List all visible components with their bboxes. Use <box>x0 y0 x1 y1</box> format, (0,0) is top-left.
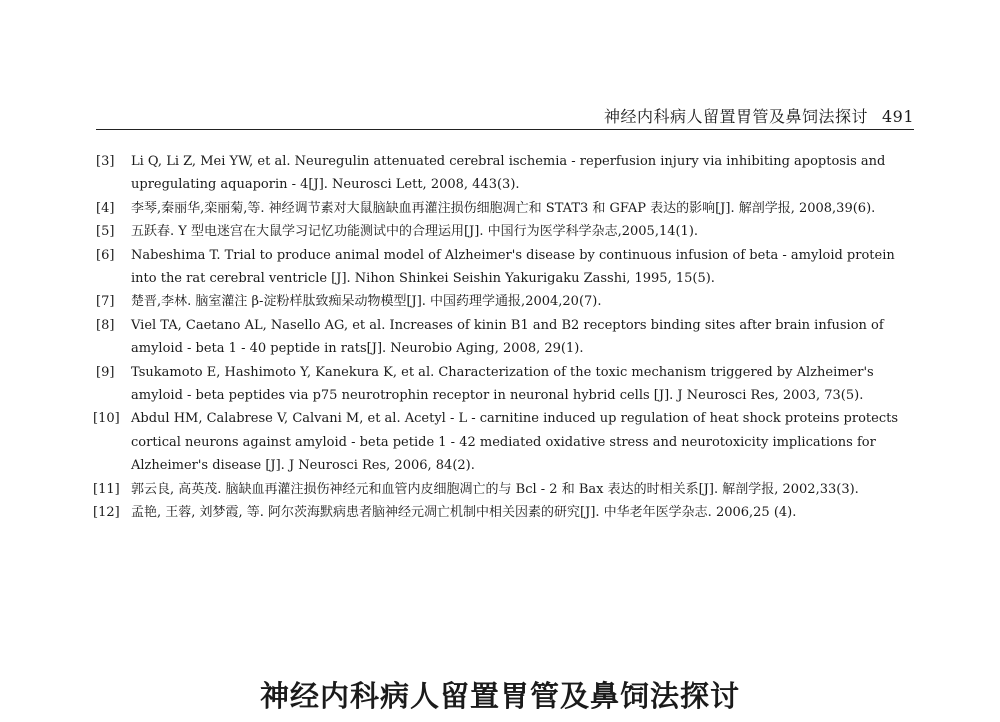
reference-number: [11] <box>93 481 120 497</box>
reference-item <box>96 197 918 220</box>
reference-item <box>93 478 918 501</box>
page-number: 491 <box>881 107 914 126</box>
reference-text: 楚晋,李林. 脑室灌注 β-淀粉样肽致痴呆动物模型[J]. 中国药理学通报,2004,20(7). <box>131 294 602 310</box>
header-rule <box>96 129 914 130</box>
reference-number: [5] <box>96 224 115 240</box>
article-title: 神经内科病人留置胃管及鼻饲法探讨 <box>259 679 740 713</box>
reference-number: [7] <box>96 294 115 310</box>
reference-item <box>93 407 918 477</box>
reference-item <box>93 501 918 524</box>
reference-item <box>96 244 918 291</box>
reference-text: 郭云良, 高英茂. 脑缺血再灌注损伤神经元和血管内皮细胞凋亡的与 Bcl - 2 和 Bax 表达的时相关系[J]. 解剖学报, 2002,33(3). <box>131 481 859 497</box>
reference-item <box>96 220 918 243</box>
reference-item <box>96 314 918 361</box>
running-title: 神经内科病人留置胃管及鼻饲法探讨 <box>603 107 868 126</box>
reference-number: [6] <box>96 247 115 263</box>
reference-item <box>96 150 918 197</box>
reference-text: Li Q, Li Z, Mei YW, et al. Neuregulin attenuated cerebral ischemia - reperfusion injury via inhibiting apoptosis and upregulating aquaporin - 4[J]. Neurosci Lett, 2008, 443(3). <box>131 154 886 193</box>
reference-number: [3] <box>96 154 115 169</box>
reference-item <box>96 290 918 313</box>
reference-number: [12] <box>93 505 120 521</box>
reference-number: [8] <box>96 317 115 333</box>
reference-number: [4] <box>96 200 115 216</box>
reference-text: 李琴,秦丽华,栾丽菊,等. 神经调节素对大鼠脑缺血再灌注损伤细胞凋亡和 STAT3 和 GFAP 表达的影响[J]. 解剖学报, 2008,39(6). <box>131 200 876 216</box>
reference-text: Nabeshima T. Trial to produce animal model of Alzheimer's disease by continuous infusion of beta - amyloid protein into the rat cerebral ventricle [J]. Nihon Shinkei Seishin Yakurigaku Zasshi, 1995, 15(5). <box>131 247 895 287</box>
reference-text: Tsukamoto E, Hashimoto Y, Kanekura K, et al. Characterization of the toxic mechanism triggered by Alzheimer's amyloid - beta peptides via p75 neurotrophin receptor in neuronal hybrid cells [J]. J Neurosci Res, 2003, 73(5). <box>131 364 874 404</box>
reference-item <box>96 361 918 408</box>
reference-text: 孟艳, 王蓉, 刘梦霞, 等. 阿尔茨海默病患者脑神经元凋亡机制中相关因素的研究[J]. 中华老年医学杂志. 2006,25 (4). <box>131 505 797 521</box>
reference-number: [9] <box>96 364 115 380</box>
reference-list <box>93 150 918 525</box>
reference-text: Abdul HM, Calabrese V, Calvani M, et al. Acetyl - L - carnitine induced up regulation of heat shock proteins protects cortical neurons against amyloid - beta petide 1 - 42 mediated oxidative stress and neurotoxicity implications for Alzheimer's disease [J]. J Neurosci Res, 2006, 84(2). <box>131 411 898 474</box>
running-header <box>96 104 914 127</box>
reference-text: Viel TA, Caetano AL, Nasello AG, et al. Increases of kinin B1 and B2 receptors binding sites after brain infusion of amyloid - beta 1 - 40 peptide in rats[J]. Neurobio Aging, 2008, 29(1). <box>131 317 884 357</box>
reference-number: [10] <box>93 411 120 427</box>
reference-text: 五跃春. Y 型电迷宫在大鼠学习记忆功能测试中的合理运用[J]. 中国行为医学科学杂志,2005,14(1). <box>131 224 699 240</box>
